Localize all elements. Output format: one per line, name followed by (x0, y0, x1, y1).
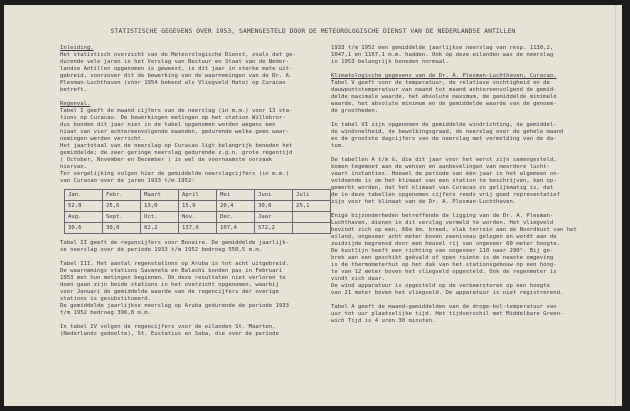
table-cell: Jan. (65, 190, 103, 201)
table-cell: 25,1 (293, 201, 331, 212)
table-cell: Juli (293, 190, 331, 201)
table-row (65, 212, 331, 223)
paragraph-inleiding: Het statistisch overzicht van de Meteorologische Dienst, zoals dat ge- durende vele jaren in het Verslag van Bestuur en Staat van de Neder- landse Antillen opgenomen is geweest, is dit jaar in sterke mate uit- gebreid, voorzover dit de bewerking van de waarnemingen van de Dr. A. Plesman-Luchthaven (vóór 1954 bekend als Vliegveld Hato) op Curacao betreft. (60, 52, 296, 93)
table-cell: 30,6 (65, 223, 103, 234)
paragraph-tabel-a: Tabel A geeft de maand-gemiddelden van de droge-bol-temperatuur van uur tot uur plaatselijke tijd. Het tijdverschil met Middelbare Green- wich Tijd is 4 uren 30 minuten. (331, 304, 564, 324)
table-cell: 25,6 (103, 201, 141, 212)
document-page (4, 5, 622, 406)
document-title: STATISTISCHE GEGEVENS OVER 1953, SAMENGESTELD DOOR DE METEOROLOGISCHE DIENST VAN DE NEDERLANDSE ANTILLEN (110, 28, 516, 35)
table-cell: Sept. (103, 212, 141, 223)
paragraph-tabellen-a-g: De tabellen A t/m G, die dit jaar voor het eerst zijn samengesteld, komen tegemoet aan de wensen en aanbevelingen van meerdere lucht- vaart instanties. Hoewel de periode van één jaar in het algemeen on- voldoende is om het klimaat van een station te beschrijven, kan op- gemerkt worden, dat het klimaat van Curacao zo gelijkmatig is, dat de in deze tabellen opgenomen cijfers reeds vrij goed representatief zijn voor het klimaat van de Dr. A. Plesman-Luchthaven. (331, 157, 561, 205)
table-cell: Jaar (255, 212, 293, 223)
paragraph-regenval: Tabel I geeft de maand cijfers van de neerslag (in m.m.) voor 13 sta- tions op Curacao. De bewerkingen metingen op het station Willebror- dus konden dit jaar niet in de tabel opgenomen worden wegens een hiaat van vier achtereenvolgende maanden, gedurende welke geen waar- nemingen werden verricht. Het jaartotaal van de neerslag op Curacao ligt belangrijk beneden het gemiddelde; de zeer geringe neerslag gedurende z.g.n. grote regentijd ( October, November en December ) is wel de voornaamste oorzaak hiervan. Ter vergelijking volgen hier de gemiddelde neerslagcijfers (in m.m.) van Curacao over de jaren 1933 t/m 1952: (60, 108, 293, 184)
paragraph-tabel-iv: In tabel IV volgen de regencijfers voor de eilanden St. Maarten, (Nederlands gedeelte), St. Eustatius en Saba, die over de periode (60, 324, 279, 337)
table-cell: Febr. (103, 190, 141, 201)
table-cell (293, 223, 331, 234)
table-cell: Maart (141, 190, 179, 201)
table-cell: April (179, 190, 217, 201)
section-heading-regenval: Regenval. (60, 101, 91, 107)
table-cell: Dec. (217, 212, 255, 223)
table-row (65, 223, 331, 234)
table-cell: 137,6 (179, 223, 217, 234)
table-cell: 82,2 (141, 223, 179, 234)
table-row (65, 190, 331, 201)
rainfall-averages-table (64, 189, 331, 234)
table-cell (293, 212, 331, 223)
section-heading-inleiding: Inleiding. (60, 45, 94, 51)
paragraph-continued: 1933 t/m 1952 een gemiddelde jaarlijkse neerslag van resp. 1130,2, 1047,1 en 1167,1 m.m. hadden. Ook op deze eilanden was de neerslag in 1953 belangrijk beneden normaal. (331, 45, 554, 65)
table-cell: 52,8 (65, 201, 103, 212)
table-row (65, 201, 331, 212)
paragraph-tabel-ii: Tabel II geeft de regencijfers voor Bonaire. De gemiddelde jaarlijk- se neerslag over de periode 1933 t/m 1952 bedroeg 550,5 m.m. (60, 240, 290, 253)
table-cell: 30,6 (255, 201, 293, 212)
section-heading-klimatologische-gegevens: Klimatologische gegevens van de Dr. A. Plesman-Luchthaven, Curacao. (331, 73, 557, 79)
table-cell: Aug. (65, 212, 103, 223)
table-cell: 15,9 (179, 201, 217, 212)
table-cell: Juni (255, 190, 293, 201)
left-column (60, 45, 322, 338)
right-column (331, 45, 597, 325)
table-cell: 572,2 (255, 223, 293, 234)
table-cell: Nov. (179, 212, 217, 223)
paragraph-tabel-v: Tabel V geeft voor de temperatuur, de relatieve vochtigheid en de dauwpuntstemperatuur van maand tot maand achtereenvolgend de gemid- delde maximale waarde, het absolute maximum, de gemiddelde minimale waarde, het absolute minimum en de gemiddelde waarde van de genoem- de grootheden. (331, 80, 557, 114)
paragraph-tabel-iii: Tabel III. Het aantal regenstations op Aruba is tot acht uitgebreid. De waarnemings stations Savaneta en Balashi konden pas in Februari 1953 met hun metingen beginnen. On deze resultaten niet verloren te doen gaan zijn beide stations in het overzicht opgenomen, waarbij voor Januari de gemiddelde waarde van de regencijfers der overige stations is gesubstitueerd. De gemiddelde jaarlijkse neerslag op Aruba gedurende de periode 1933 t/m 1952 bedroeg 396,8 m.m. (60, 261, 290, 316)
table-cell: 107,4 (217, 223, 255, 234)
paragraph-tabel-vi: In tabel VI zijn opgenomen de gemiddelde windrichting, de gemiddel- de windsnelheid, de bewolkingsgraad, de neerslag over de gehele maand en de grootste dagcijfers van de neerslag met vermelding van de da- tum. (331, 122, 564, 149)
table-cell: Oct. (141, 212, 179, 223)
table-cell: 13,0 (141, 201, 179, 212)
table-cell: 30,0 (103, 223, 141, 234)
table-cell: Mei (217, 190, 255, 201)
table-cell: 20,4 (217, 201, 255, 212)
paragraph-ligging: Enige bijzonderheden betreffende de ligging van de Dr. A. Plesman- Luchthaven, dienen in dit verslag vermeld te worden. Het vliegveld bevindt zich op een, 66m km. breed, vlak terrein aan de Noordkust van het eiland, ongeveer acht meter boven zeeniveau gelegen en wordt aan de zuidzijde begrensd door een heuvel rij van ongeveer 60 meter hoogte. De kustlijn heeft een richting van ongeveer 110 naar 290°. Bij ge- brek aan een geschikt geëvald of open ruimte is de naaste omgeving is de thermometerhut op het dak van het stationsgebouw op een hoog- te van 12 meter boven het vliegveld opgesteld. Ook de regenmeter is vindt zich daar. De wind apparatuur is opgesteld op de verkeerstoren op een hoogte van 21 meter boven het vliegveld. De apparatuur is niet registrerend. (331, 213, 577, 296)
